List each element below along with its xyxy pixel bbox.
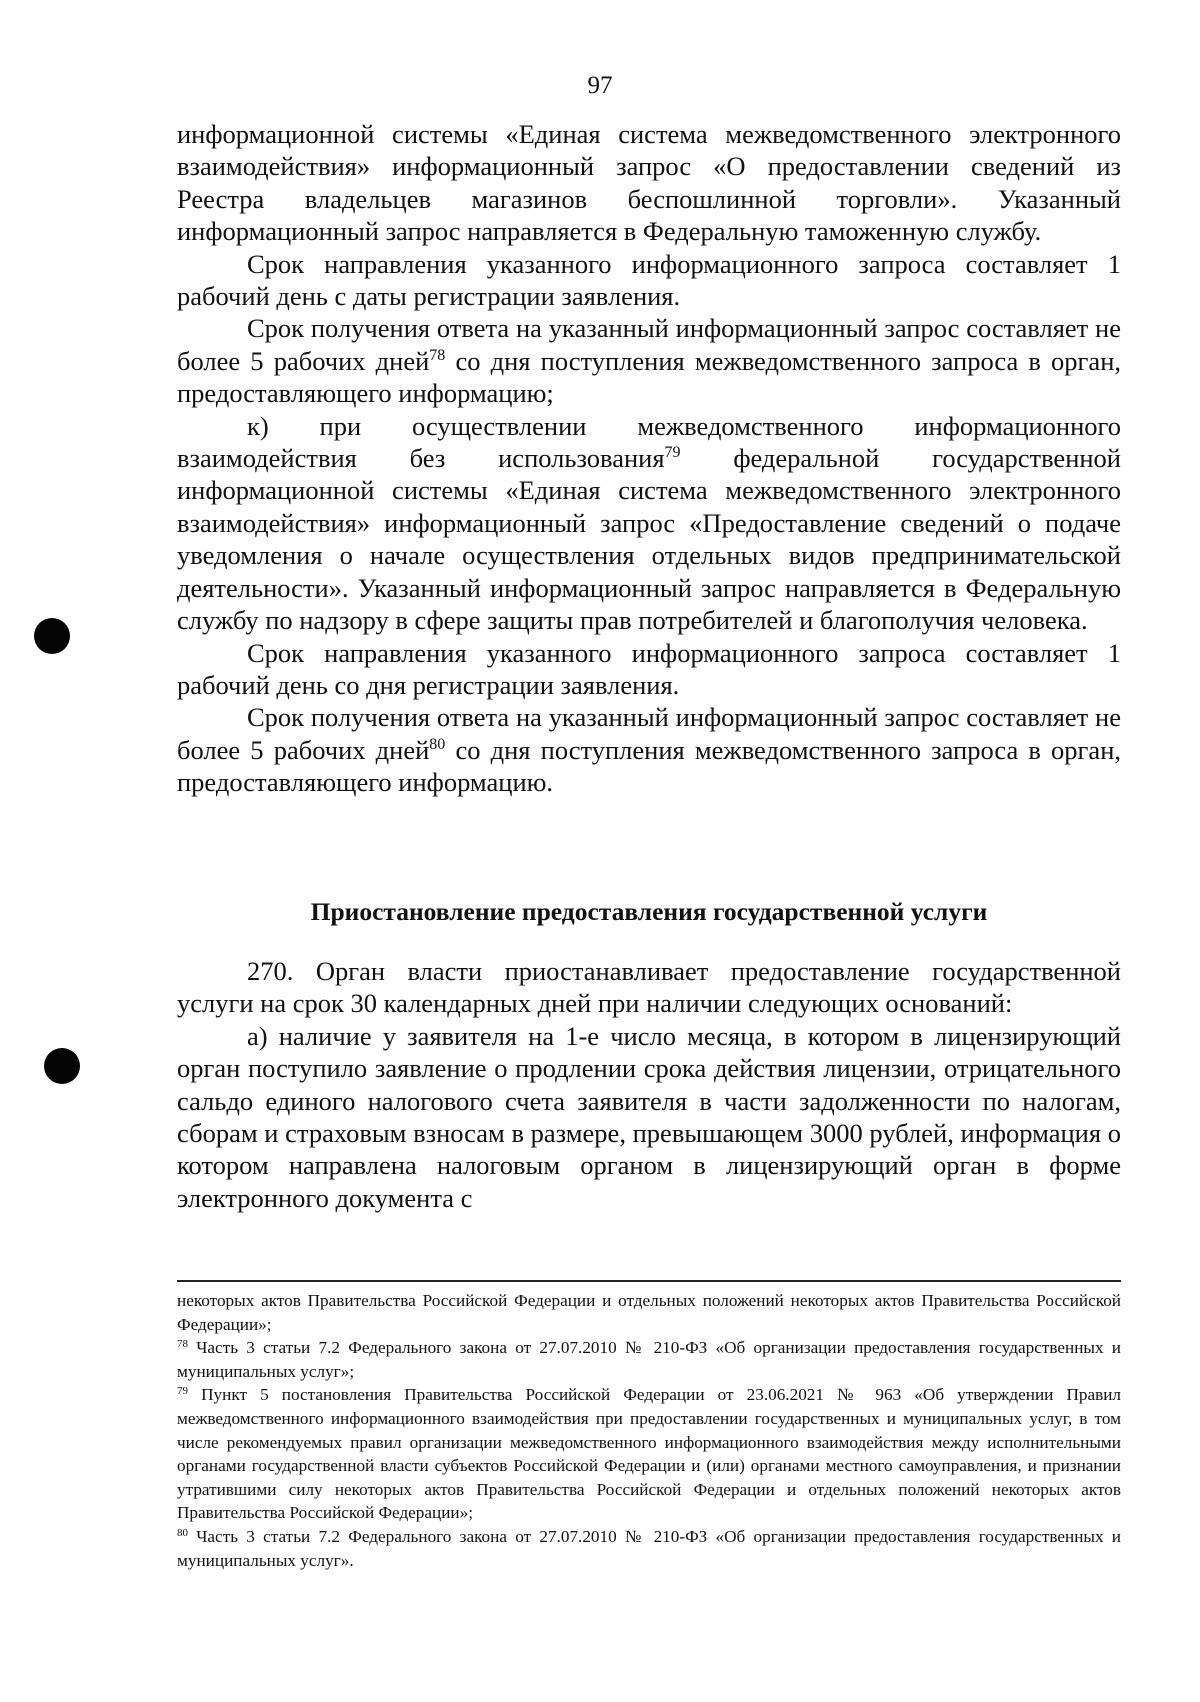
paragraph-text: со дня поступления межведомственного запроса в орган, предоставляющего информацию;	[177, 345, 1121, 409]
paragraph	[177, 701, 1121, 798]
paragraph	[177, 410, 1121, 637]
paragraph-text: Срок получения ответа на указанный информационный запрос составляет не более 5 рабочих дней	[177, 702, 1121, 765]
footnotes	[177, 1289, 1121, 1572]
paragraph: а) наличие у заявителя на 1-е число месяца, в котором в лицензирующий орган поступило заявление о продлении срока действия лицензии, отрицательного сальдо единого налогового счета заявителя в части задолженности по налогам, сборам и страховым взносам в размере, превышающем 3000 рублей, информация о котором направлена налоговым органом в лицензирующий орган в форме электронного документа с	[177, 1020, 1121, 1213]
paragraph-text: со дня поступления межведомственного запроса в орган, предоставляющего информацию.	[177, 734, 1121, 798]
paragraph	[177, 312, 1121, 409]
footnote-text: Часть 3 статьи 7.2 Федерального закона от 27.07.2010 № 210-ФЗ «Об организации предоставления государственных и муниципальных услуг».	[177, 1526, 1121, 1570]
punch-hole-mark	[44, 1048, 80, 1084]
footnote-text: Часть 3 статьи 7.2 Федерального закона от 27.07.2010 № 210-ФЗ «Об организации предоставления государственных и муниципальных услуг»;	[177, 1338, 1121, 1381]
section-body-text	[177, 955, 1121, 1214]
paragraph: 270. Орган власти приостанавливает предоставление государственной услуги на срок 30 календарных дней при наличии следующих оснований:	[177, 956, 1121, 1019]
footnote-marker: 80	[177, 1526, 188, 1539]
footnote-marker: 79	[177, 1385, 188, 1398]
paragraph: информационной системы «Единая система межведомственного электронного взаимодействия» информационный запрос «О предоставлении сведений из Реестра владельцев магазинов беспошлинной торговли». Указанный информационный запрос направляется в Федеральную таможенную службу.	[177, 119, 1121, 247]
footnote-80	[177, 1525, 1121, 1572]
footnote-continuation: некоторых актов Правительства Российской Федерации и отдельных положений некоторых актов Правительства Российской Федерации»;	[177, 1291, 1121, 1334]
footnote-ref-78[interactable]: 78	[429, 346, 446, 364]
page-number: 97	[587, 72, 613, 99]
punch-hole-mark	[34, 618, 70, 654]
footnote-marker: 78	[177, 1338, 188, 1351]
paragraph: Срок направления указанного информационного запроса составляет 1 рабочий день со дня регистрации заявления.	[177, 637, 1121, 700]
paragraph-text: Срок получения ответа на указанный информационный запрос составляет не более 5 рабочих дней	[177, 313, 1121, 376]
paragraph: Срок направления указанного информационного запроса составляет 1 рабочий день с даты регистрации заявления.	[177, 248, 1121, 312]
paragraph-text: федеральной государственной информационной системы «Единая система межведомственного электронного взаимодействия» информационный запрос «Предоставление сведений о подаче уведомления о начале осуществления отдельных видов предпринимательской деятельности». Указанный информационный запрос направляется в Федеральную службу по надзору в сфере защиты прав потребителей и благополучия человека.	[177, 443, 1121, 636]
footnote-ref-80[interactable]: 80	[429, 735, 446, 753]
footnote-ref-79[interactable]: 79	[664, 444, 681, 462]
body-text	[177, 118, 1121, 799]
footnote-79	[177, 1383, 1121, 1525]
footnote-text: Пункт 5 постановления Правительства Российской Федерации от 23.06.2021 № 963 «Об утверждении Правил межведомственного информационного взаимодействия при предоставлении государственных и муниципальных услуг, в том числе рекомендуемых правил организации межведомственного информационного взаимодействия между исполнительными органами государственной власти субъектов Российской Федерации и (или) органами местного самоуправления, и признании утратившими силу некоторых актов Правительства Российской Федерации и отдельных положений некоторых актов Правительства Российской Федерации»;	[177, 1385, 1121, 1523]
footnote-divider	[177, 1280, 1121, 1282]
section-heading: Приостановление предоставления государственной услуги	[310, 897, 988, 926]
paragraph-text: к) при осуществлении межведомственного информационного взаимодействия без использования	[177, 410, 1121, 474]
footnote-78	[177, 1336, 1121, 1383]
